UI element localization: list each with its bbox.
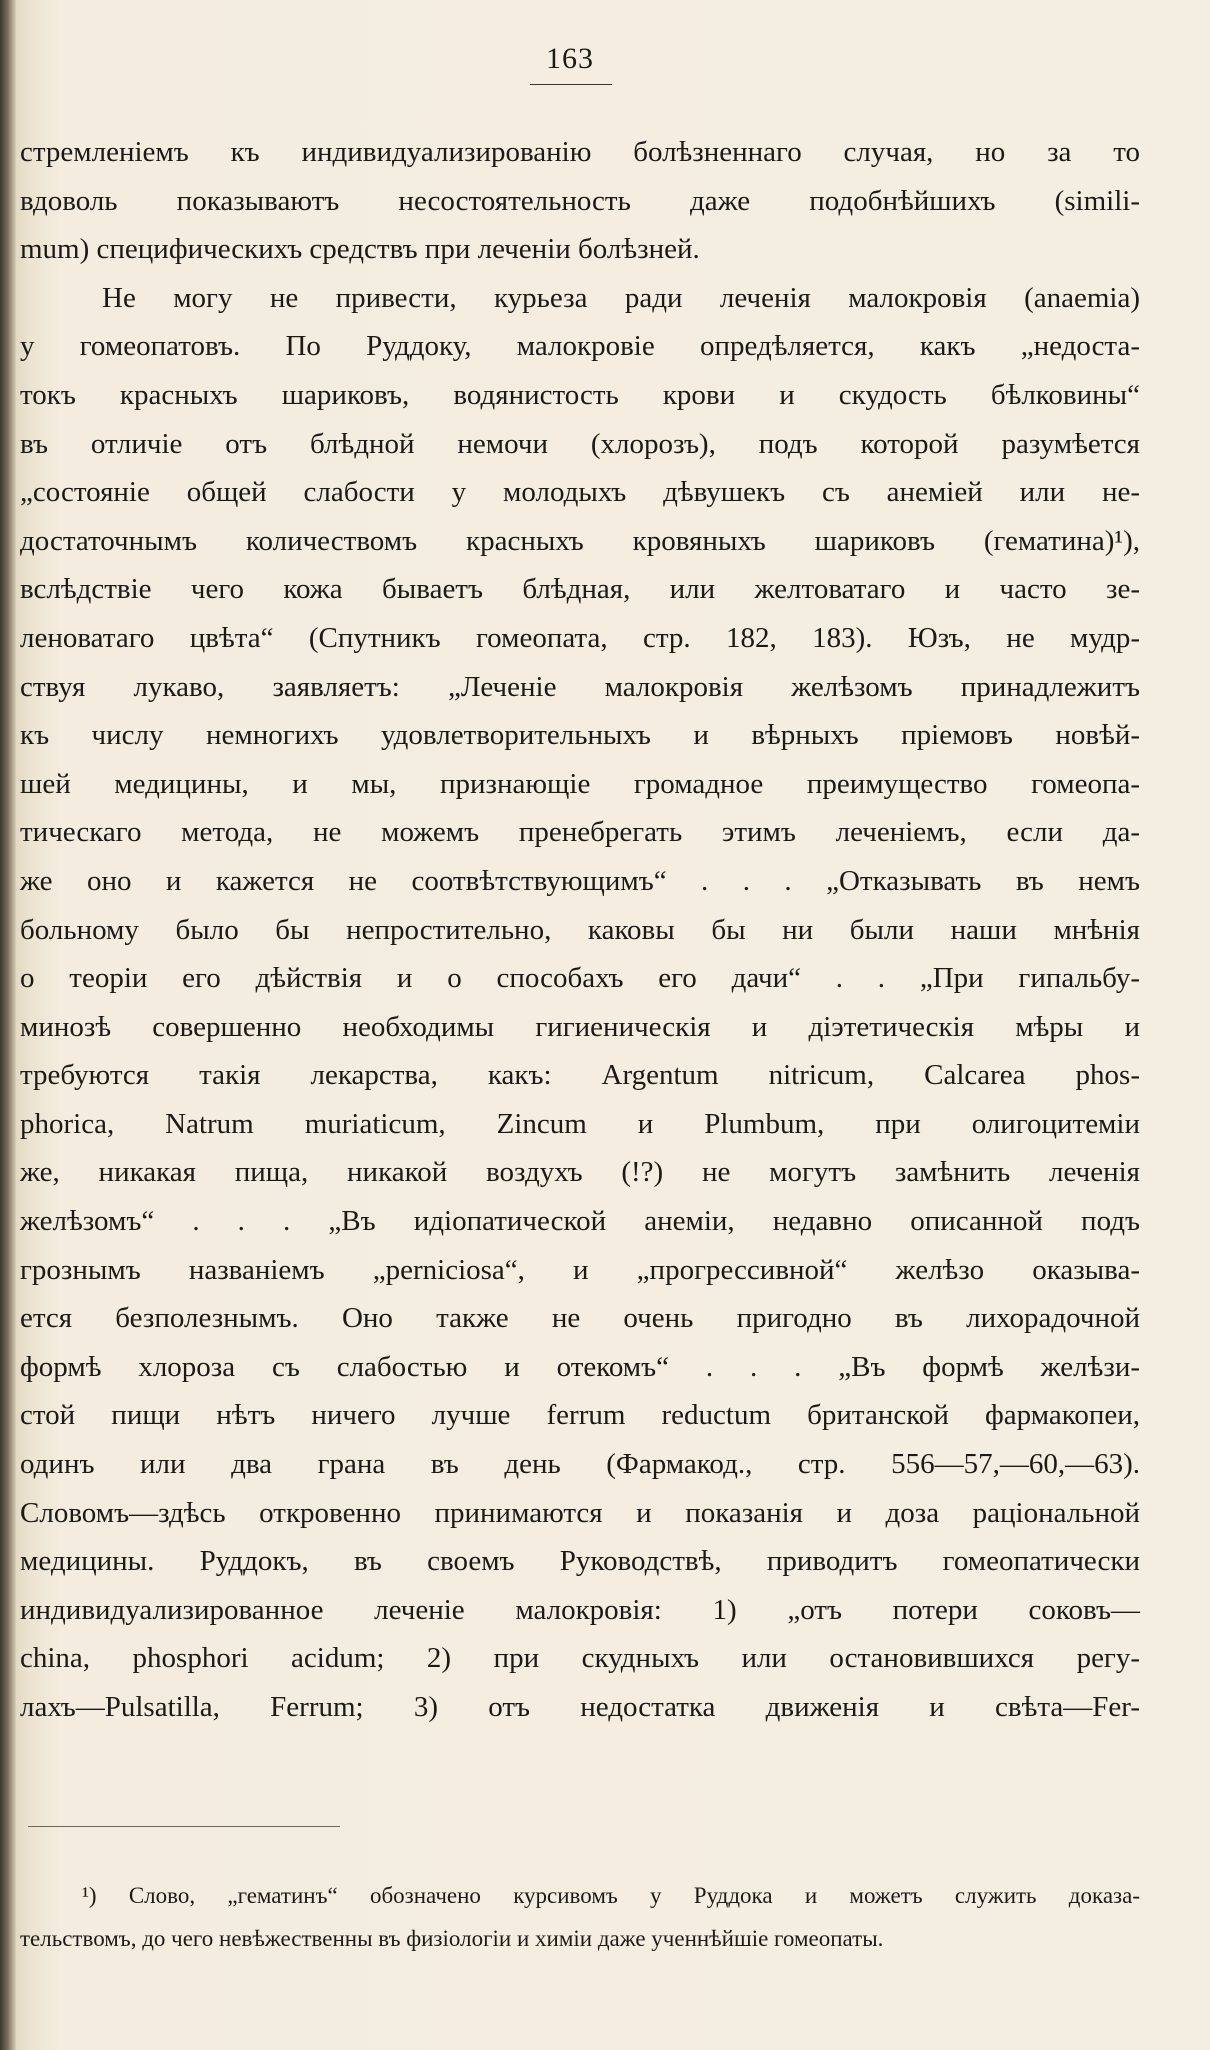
text-line: медицины. Руддокъ, въ своемъ Руководствѣ, приводитъ гомеопатически xyxy=(20,1545,1140,1578)
text-line: минозѣ совершенно необходимы гигиеническія и діэтетическія мѣры и xyxy=(20,1010,1140,1043)
body-text xyxy=(20,128,1140,1732)
text-line: грознымъ названіемъ „perniciosa“, и „прогрессивной“ желѣзо оказыва- xyxy=(20,1253,1140,1286)
text-line: къ числу немногихъ удовлетворительныхъ и вѣрныхъ пріемовъ новѣй- xyxy=(20,719,1140,752)
text-line: токъ красныхъ шариковъ, водянистость крови и скудость бѣлковины“ xyxy=(20,378,1140,411)
text-line: лахъ—Pulsatilla, Ferrum; 3) отъ недостатка движенія и свѣта—Fer- xyxy=(20,1691,1140,1723)
text-line: china, phosphori acidum; 2) при скудныхъ или остановившихся регу- xyxy=(20,1642,1140,1675)
text-line: Словомъ—здѣсь откровенно принимаются и показанія и доза раціональной xyxy=(20,1496,1140,1529)
text-line: желѣзомъ“ . . . „Въ идіопатической анеміи, недавно описанной подъ xyxy=(20,1205,1140,1238)
text-line: о теоріи его дѣйствія и о способахъ его дачи“ . . „При гипальбу- xyxy=(20,962,1140,995)
page-number: 163 xyxy=(546,42,594,75)
text-line: больному было бы непростительно, каковы бы ни были наши мнѣнія xyxy=(20,913,1140,946)
text-line: ствуя лукаво, заявляетъ: „Леченіе малокровія желѣзомъ принадлежитъ xyxy=(20,670,1140,703)
footnote-separator xyxy=(28,1826,340,1827)
page-number-rule xyxy=(530,84,612,85)
text-line: леноватаго цвѣта“ (Спутникъ гомеопата, стр. 182, 183). Юзъ, не мудр- xyxy=(20,621,1140,654)
text-line: „состояніе общей слабости у молодыхъ дѣвушекъ съ анеміей или не- xyxy=(20,476,1140,509)
text-line: шей медицины, и мы, признающіе громадное преимущество гомеопа- xyxy=(20,767,1140,800)
text-line: одинъ или два грана въ день (Фармакод., стр. 556—57,—60,—63). xyxy=(20,1448,1140,1481)
binding-gutter xyxy=(0,0,16,2050)
text-line: достаточнымъ количествомъ красныхъ кровяныхъ шариковъ (гематина)¹), xyxy=(20,524,1140,557)
text-line: тическаго метода, не можемъ пренебрегать этимъ леченіемъ, если да- xyxy=(20,816,1140,849)
text-line: стой пищи нѣтъ ничего лучше ferrum reductum британской фармакопеи, xyxy=(20,1399,1140,1432)
text-line: стремленіемъ къ индивидуализированію болѣзненнаго случая, но за то xyxy=(20,136,1140,168)
text-line: у гомеопатовъ. По Руддоку, малокровіе опредѣляется, какъ „недоста- xyxy=(20,330,1140,363)
text-line: требуются такія лекарства, какъ: Argentum nitricum, Calcarea phos- xyxy=(20,1059,1140,1092)
footnote-line: тельствомъ, до чего невѣжественны въ физіологіи и химіи даже ученнѣйшіе гомеопаты. xyxy=(20,1926,884,1951)
text-line: phorica, Natrum muriaticum, Zincum и Plumbum, при олигоцитеміи xyxy=(20,1107,1140,1140)
footnote-line: ¹) Слово, „гематинъ“ обозначено курсивомъ у Руддока и можетъ служить доказа- xyxy=(82,1883,1140,1908)
text-line: вдоволь показываютъ несостоятельность даже подобнѣйшихъ (simili- xyxy=(20,184,1140,217)
text-line: же оно и кажется не соотвѣтствующимъ“ . . . „Отказывать въ немъ xyxy=(20,864,1140,897)
text-line: mum) специфическихъ средствъ при леченіи болѣзней. xyxy=(20,233,700,266)
text-line: индивидуализированное леченіе малокровія: 1) „отъ потери соковъ— xyxy=(20,1593,1140,1626)
text-line: формѣ хлороза съ слабостью и отекомъ“ . . . „Въ формѣ желѣзи- xyxy=(20,1350,1140,1383)
footnotes xyxy=(20,1874,1140,1960)
text-line: вслѣдствіе чего кожа бываетъ блѣдная, или желтоватаго и часто зе- xyxy=(20,573,1140,606)
text-line: въ отличіе отъ блѣдной немочи (хлорозъ), подъ которой разумѣется xyxy=(20,427,1140,460)
text-line: Не могу не привести, курьеза ради леченія малокровія (anaemia) xyxy=(102,281,1140,314)
text-line: же, никакая пища, никакой воздухъ (!?) не могутъ замѣнить леченія xyxy=(20,1156,1140,1189)
text-line: ется безполезнымъ. Оно также не очень пригодно въ лихорадочной xyxy=(20,1302,1140,1335)
